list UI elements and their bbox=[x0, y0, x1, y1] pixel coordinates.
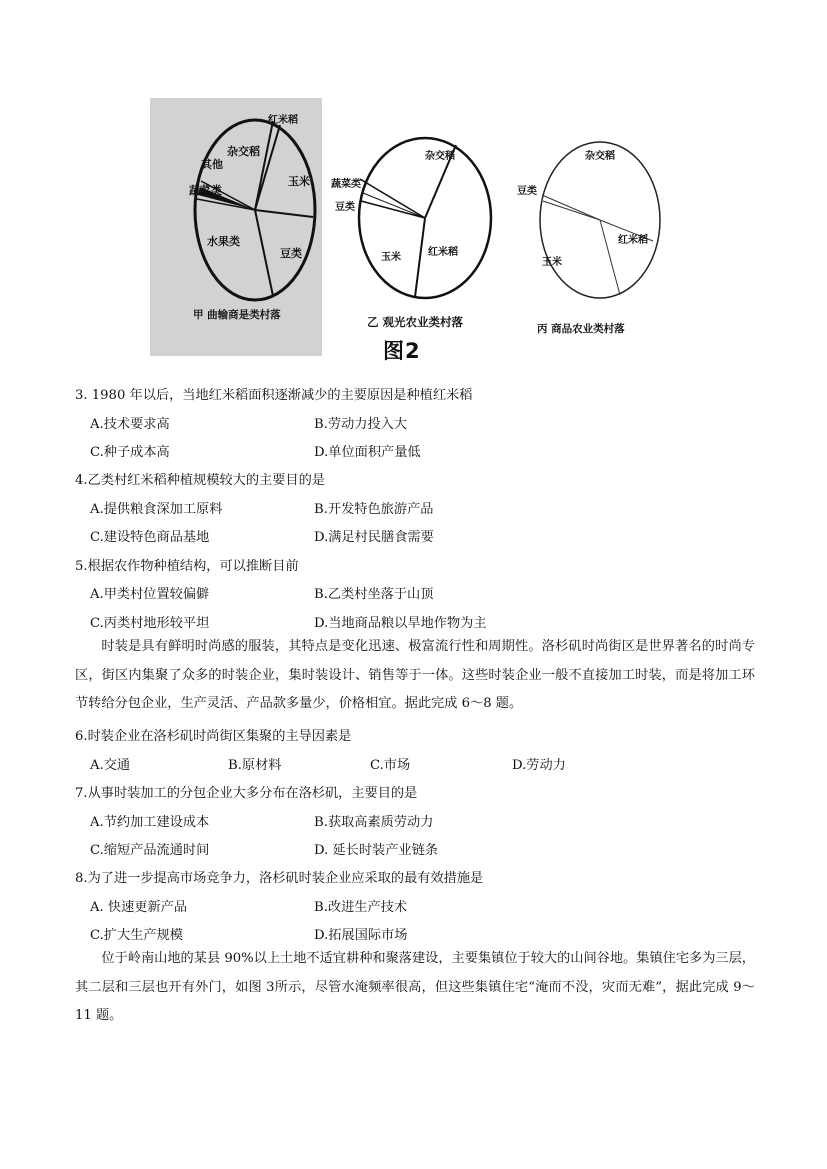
pie-yi-slice-line bbox=[363, 193, 425, 218]
passage-fashion: 时装是具有鲜明时尚感的服装，其特点是变化迅速、极富流行性和周期性。洛杉矶时尚街区是世界著名的时尚专区，街区内集聚了众多的时装企业，集时装设计、销售等于一体。这些时装企业一般不直接加工时装，而是将加工环节转给分包企业，生产灵活、产品款多量少，价格相宜。据此完成 6～8 题。 bbox=[75, 639, 755, 711]
pie-jia-label: 豆类 bbox=[280, 247, 302, 260]
question-8-option-d: D.拓展国际市场 bbox=[314, 928, 408, 943]
pie-bing-label: 杂交稻 bbox=[585, 151, 615, 162]
question-7-stem: 7.从事时装加工的分包企业大多分布在洛杉矶，主要目的是 bbox=[75, 786, 418, 801]
question-8-option-a: A. 快速更新产品 bbox=[90, 900, 188, 915]
pie-jia-caption: 甲 曲输商是类村落 bbox=[193, 309, 281, 321]
question-7-option-d: D. 延长时装产业链条 bbox=[314, 843, 438, 858]
question-7-option-c: C.缩短产品流通时间 bbox=[90, 843, 210, 858]
question-6-option-d: D.劳动力 bbox=[512, 758, 566, 773]
question-7-option-a: A.节约加工建设成本 bbox=[90, 815, 210, 830]
question-5-option-a: A.甲类村位置较偏僻 bbox=[90, 587, 210, 602]
pie-jia-label: 水果类 bbox=[207, 235, 240, 248]
pie-jia-label: 其他 bbox=[201, 158, 223, 171]
pie-jia-slice-line bbox=[255, 121, 273, 210]
pie-bing-slice-line bbox=[542, 195, 600, 220]
pie-jia-label: 红米稻 bbox=[268, 115, 298, 126]
pie-jia-label: 杂交稻 bbox=[227, 145, 260, 158]
question-6-option-a: A.交通 bbox=[90, 758, 131, 773]
pie-bing-slice-line bbox=[543, 201, 600, 220]
question-4-option-b: B.开发特色旅游产品 bbox=[314, 502, 434, 517]
question-4-option-c: C.建设特色商品基地 bbox=[90, 530, 210, 545]
pie-yi-caption: 乙 观光农业类村落 bbox=[367, 315, 464, 329]
question-8-option-c: C.扩大生产规模 bbox=[90, 928, 183, 943]
pie-bing-slice-line bbox=[600, 220, 620, 295]
figure-title: 图2 bbox=[383, 339, 421, 363]
question-3-stem: 3. 1980 年以后，当地红米稻面积逐渐减少的主要原因是种植红米稻 bbox=[75, 388, 473, 403]
question-5-option-d: D.当地商品粮以旱地作物为主 bbox=[314, 616, 487, 631]
pie-jia-label: 蔬菜类 bbox=[189, 184, 222, 197]
pie-yi-label: 蔬菜类 bbox=[331, 179, 361, 190]
question-6-option-b: B.原材料 bbox=[228, 758, 282, 773]
pie-chart-yi bbox=[330, 138, 491, 329]
figure-2 bbox=[145, 95, 675, 380]
question-8-option-b: B.改进生产技术 bbox=[314, 900, 408, 915]
question-3-option-c: C.种子成本高 bbox=[90, 445, 170, 460]
question-3-option-d: D.单位面积产量低 bbox=[314, 445, 421, 460]
pie-chart-jia bbox=[188, 113, 315, 321]
question-7-option-b: B.获取高素质劳动力 bbox=[314, 815, 434, 830]
question-3-option-a: A.技术要求高 bbox=[90, 417, 170, 432]
question-5-option-c: C.丙类村地形较平坦 bbox=[90, 616, 210, 631]
question-4-option-d: D.满足村民膳食需要 bbox=[314, 530, 434, 545]
question-8-stem: 8.为了进一步提高市场竞争力，洛杉矶时装企业应采取的最有效措施是 bbox=[75, 871, 484, 886]
pie-bing-caption: 丙 商品农业类村落 bbox=[537, 323, 625, 335]
pie-yi-label: 杂交稻 bbox=[425, 151, 455, 162]
question-5-option-b: B.乙类村坐落于山顶 bbox=[314, 587, 434, 602]
pie-jia-slice-line bbox=[255, 210, 313, 217]
pie-bing-label: 玉米 bbox=[542, 257, 562, 268]
question-4-stem: 4.乙类村红米稻种植规模较大的主要目的是 bbox=[75, 473, 325, 488]
pie-yi-slice-line bbox=[360, 179, 425, 218]
pie-yi-slice-line bbox=[361, 201, 425, 218]
question-3-option-b: B.劳动力投入大 bbox=[314, 417, 408, 432]
question-6-option-c: C.市场 bbox=[370, 758, 411, 773]
pie-jia-slice-line bbox=[255, 125, 280, 210]
pie-yi-slice-line bbox=[415, 218, 425, 297]
pie-yi-label: 玉米 bbox=[381, 252, 401, 263]
passage-lingnan: 位于岭南山地的某县 90%以上土地不适宜耕种和聚落建设，主要集镇位于较大的山间谷地。集镇住宅多为三层，其二层和三层也开有外门，如图 3所示，尽管水淹频率很高，但这些集镇住宅“淹而不没，灾而无难”，据此完成 9～11 题。 bbox=[75, 951, 755, 1023]
pie-jia-slice-line bbox=[255, 210, 273, 296]
question-6-stem: 6.时装企业在洛杉矶时尚街区集聚的主导因素是 bbox=[75, 729, 352, 744]
pie-bing-label: 豆类 bbox=[517, 186, 537, 197]
pie-chart-bing bbox=[517, 142, 660, 335]
pie-jia-label: 玉米 bbox=[288, 175, 310, 188]
pie-yi-label: 红米稻 bbox=[428, 247, 458, 258]
pie-yi-label: 豆类 bbox=[335, 202, 355, 213]
pie-bing-label: 红米稻 bbox=[618, 235, 648, 246]
question-5-stem: 5.根据农作物种植结构，可以推断目前 bbox=[75, 559, 299, 574]
question-4-option-a: A.提供粮食深加工原料 bbox=[90, 502, 223, 517]
